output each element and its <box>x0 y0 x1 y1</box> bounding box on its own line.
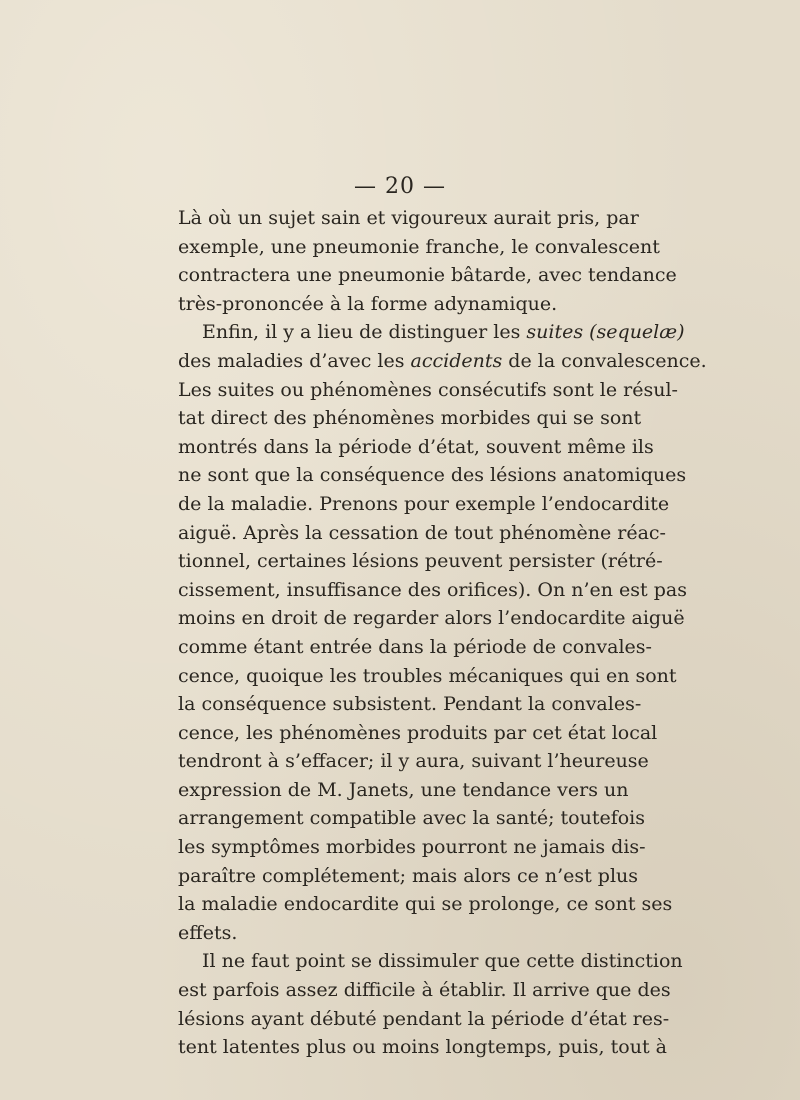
text-line: montrés dans la période d’état, souvent même ils <box>178 435 654 458</box>
text-line: de la maladie. Prenons pour exemple l’endocardite <box>178 492 670 515</box>
text-line: la maladie endocardite qui se prolonge, ce sont ses <box>178 893 673 916</box>
text-line: ne sont que la conséquence des lésions anatomiques <box>178 464 687 487</box>
text-line: tent latentes plus ou moins longtemps, puis, tout à <box>178 1036 667 1059</box>
text-line: arrangement compatible avec la santé; toutefois <box>178 807 646 830</box>
text-line: tendront à s’effacer; il y aura, suivant l’heureuse <box>178 750 649 773</box>
text-line: cence, les phénomènes produits par cet état local <box>178 721 658 744</box>
text-line: Les suites ou phénomènes consécutifs sont le résul- <box>178 378 678 401</box>
text-line: comme étant entrée dans la période de convales- <box>178 635 652 658</box>
text-line: effets. <box>178 921 238 944</box>
text-line: Là où un sujet sain et vigoureux aurait pris, par <box>178 207 639 229</box>
text-line: expression de M. Janets, une tendance vers un <box>178 778 629 801</box>
text-line: Il ne faut point se dissimuler que cette distinction <box>202 950 683 973</box>
body-text <box>178 204 707 1062</box>
text-line: très-prononcée à la forme adynamique. <box>178 292 558 315</box>
text-line: tat direct des phénomènes morbides qui se sont <box>178 407 642 430</box>
text-line: cissement, insuffisance des orifices). On n’en est pas <box>178 578 687 601</box>
text-line: Enfin, il y a lieu de distinguer les suites (sequelæ) <box>202 321 685 344</box>
text-line: les symptômes morbides pourront ne jamais dis- <box>178 836 646 859</box>
page-number: — 20 — <box>354 174 446 199</box>
text-line: paraître complétement; mais alors ce n’est plus <box>178 864 639 887</box>
text-line: aiguë. Après la cessation de tout phénomène réac- <box>178 521 666 544</box>
text-line: tionnel, certaines lésions peuvent persister (rétré- <box>178 550 663 573</box>
text-line: moins en droit de regarder alors l’endocardite aiguë <box>178 607 685 630</box>
text-line: la conséquence subsistent. Pendant la convales- <box>178 693 642 716</box>
text-line: exemple, une pneumonie franche, le convalescent <box>178 235 660 258</box>
text-line: est parfois assez difficile à établir. Il arrive que des <box>178 979 671 1002</box>
text-line: des maladies d’avec les accidents de la convalescence. <box>178 349 707 372</box>
text-line: lésions ayant débuté pendant la période d’état res- <box>178 1007 670 1030</box>
text-line: contractera une pneumonie bâtarde, avec tendance <box>178 264 677 287</box>
text-line: cence, quoique les troubles mécaniques qui en sont <box>178 664 677 687</box>
